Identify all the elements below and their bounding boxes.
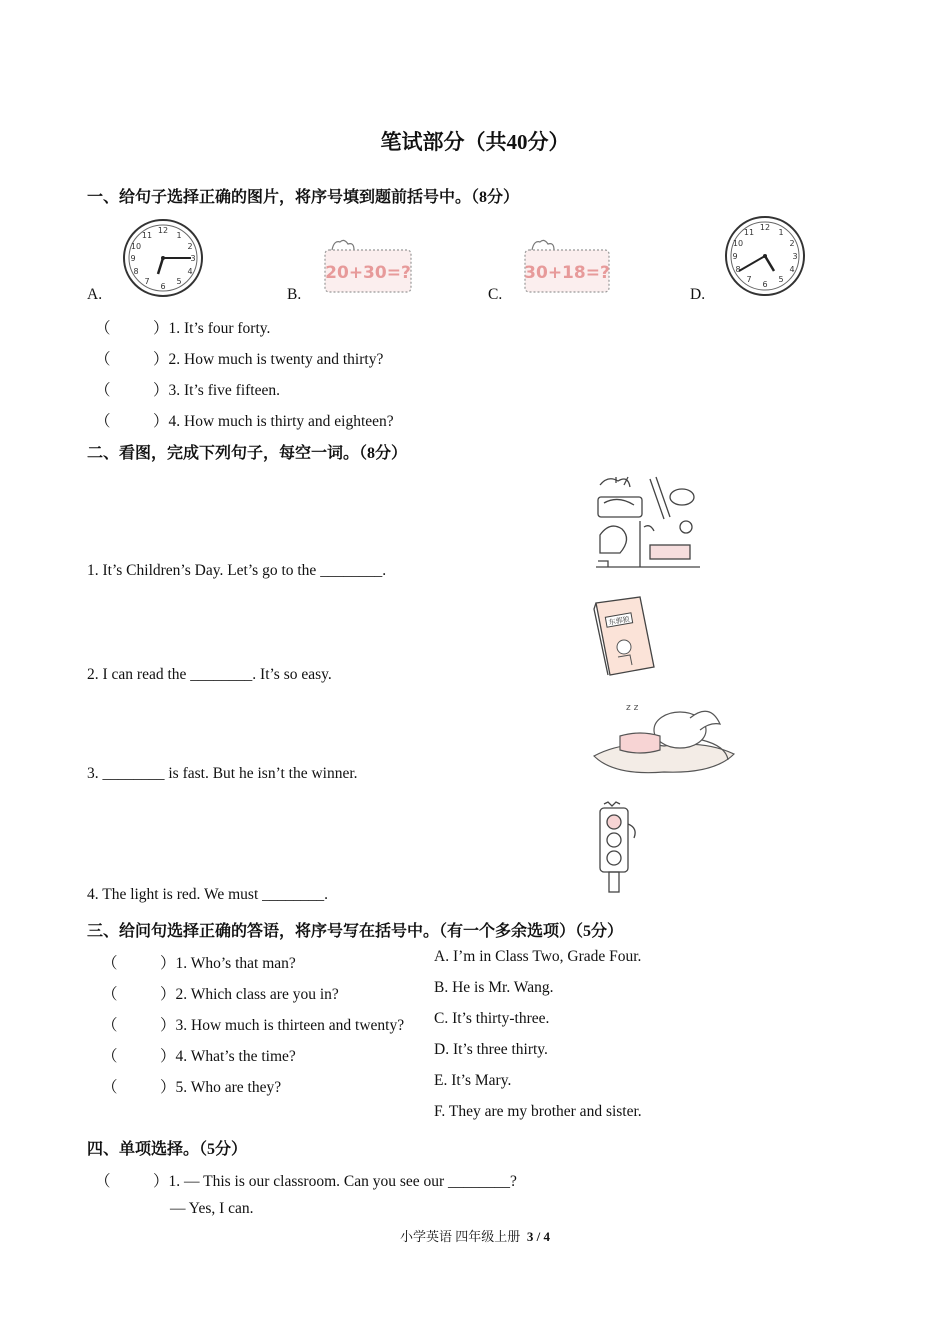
svg-text:10: 10 <box>732 239 744 248</box>
sec3-question-1: （ ）1. Who’s that man? <box>102 955 296 972</box>
sec2-sentence-2: 2. I can read the ________. It’s so easy. <box>87 666 332 683</box>
svg-text:7: 7 <box>144 277 150 286</box>
svg-text:4: 4 <box>789 265 795 274</box>
sec3-question-4: （ ）4. What’s the time? <box>102 1048 296 1065</box>
traffic-light-picture <box>590 800 642 896</box>
option-c-label: C. <box>488 286 503 303</box>
section-3-heading: 三、给问句选择正确的答语，将序号写在括号中。（有一个多余选项）（5分） <box>87 923 624 940</box>
section-1-heading: 一、给句子选择正确的图片，将序号填到题前括号中。（8分） <box>87 189 520 206</box>
sec2-sentence-1: 1. It’s Children’s Day. Let’s go to the ________. <box>87 562 387 579</box>
sec3-answer-c: C. It’s thirty-three. <box>434 1010 550 1027</box>
math-card-b <box>322 234 414 296</box>
clock-icon-a <box>122 218 204 298</box>
sec4-question-1: （ ）1. — This is our classroom. Can you see our ________? <box>95 1173 517 1190</box>
sec1-question-1: （ ）1. It’s four forty. <box>95 320 271 337</box>
sec2-sentence-4: 4. The light is red. We must ________. <box>87 886 328 903</box>
svg-text:2: 2 <box>187 242 193 251</box>
sec3-answer-f: F. They are my brother and sister. <box>434 1103 642 1120</box>
sec3-answer-a: A. I’m in Class Two, Grade Four. <box>434 948 642 965</box>
page-footer: 小学英语 四年级上册 3 / 4 <box>400 1229 550 1244</box>
sec3-question-3: （ ）3. How much is thirteen and twenty? <box>102 1017 405 1034</box>
option-a-label: A. <box>87 286 103 303</box>
svg-text:6: 6 <box>160 282 166 291</box>
svg-text:1: 1 <box>778 228 784 237</box>
rabbit-picture <box>590 696 740 776</box>
sec3-answer-d: D. It’s three thirty. <box>434 1041 548 1058</box>
option-b-label: B. <box>287 286 302 303</box>
book-title: 东郭狼 <box>608 615 631 627</box>
svg-text:2: 2 <box>789 239 795 248</box>
svg-text:3: 3 <box>792 252 798 261</box>
sec3-question-5: （ ）5. Who are they? <box>102 1079 282 1096</box>
option-d-label: D. <box>690 286 706 303</box>
section-4-heading: 四、单项选择。（5分） <box>87 1141 248 1158</box>
svg-text:1: 1 <box>176 231 182 240</box>
svg-text:12: 12 <box>759 223 771 232</box>
svg-text:12: 12 <box>157 226 169 235</box>
svg-text:9: 9 <box>732 252 738 261</box>
sec3-question-2: （ ）2. Which class are you in? <box>102 986 339 1003</box>
sec2-sentence-3: 3. ________ is fast. But he isn’t the winner. <box>87 765 358 782</box>
svg-text:9: 9 <box>130 254 136 263</box>
svg-text:10: 10 <box>130 242 142 251</box>
svg-text:6: 6 <box>762 280 768 289</box>
sec3-answer-b: B. He is Mr. Wang. <box>434 979 554 996</box>
sec1-question-4: （ ）4. How much is thirty and eighteen? <box>95 413 394 430</box>
svg-text:5: 5 <box>176 277 182 286</box>
svg-text:4: 4 <box>187 267 193 276</box>
sec1-question-2: （ ）2. How much is twenty and thirty? <box>95 351 384 368</box>
sec3-answer-e: E. It’s Mary. <box>434 1072 512 1089</box>
page-title: 笔试部分（共40分） <box>380 130 570 154</box>
svg-text:z z: z z <box>626 703 639 713</box>
svg-text:11: 11 <box>141 231 153 240</box>
svg-text:8: 8 <box>735 265 741 274</box>
sec1-question-3: （ ）3. It’s five fifteen. <box>95 382 280 399</box>
sec4-question-1-reply: — Yes, I can. <box>170 1200 254 1217</box>
svg-text:8: 8 <box>133 267 139 276</box>
svg-text:11: 11 <box>743 228 755 237</box>
svg-text:5: 5 <box>778 275 784 284</box>
section-2-heading: 二、看图，完成下列句子，每空一词。（8分） <box>87 445 408 462</box>
math-card-b-text: 20+30=? <box>325 263 411 283</box>
book-picture <box>590 595 658 677</box>
zoo-picture <box>594 475 702 571</box>
svg-text:3: 3 <box>190 254 196 263</box>
math-card-c <box>522 234 612 296</box>
svg-text:7: 7 <box>746 275 752 284</box>
clock-icon-d <box>724 215 806 297</box>
math-card-c-text: 30+18=? <box>524 263 610 283</box>
